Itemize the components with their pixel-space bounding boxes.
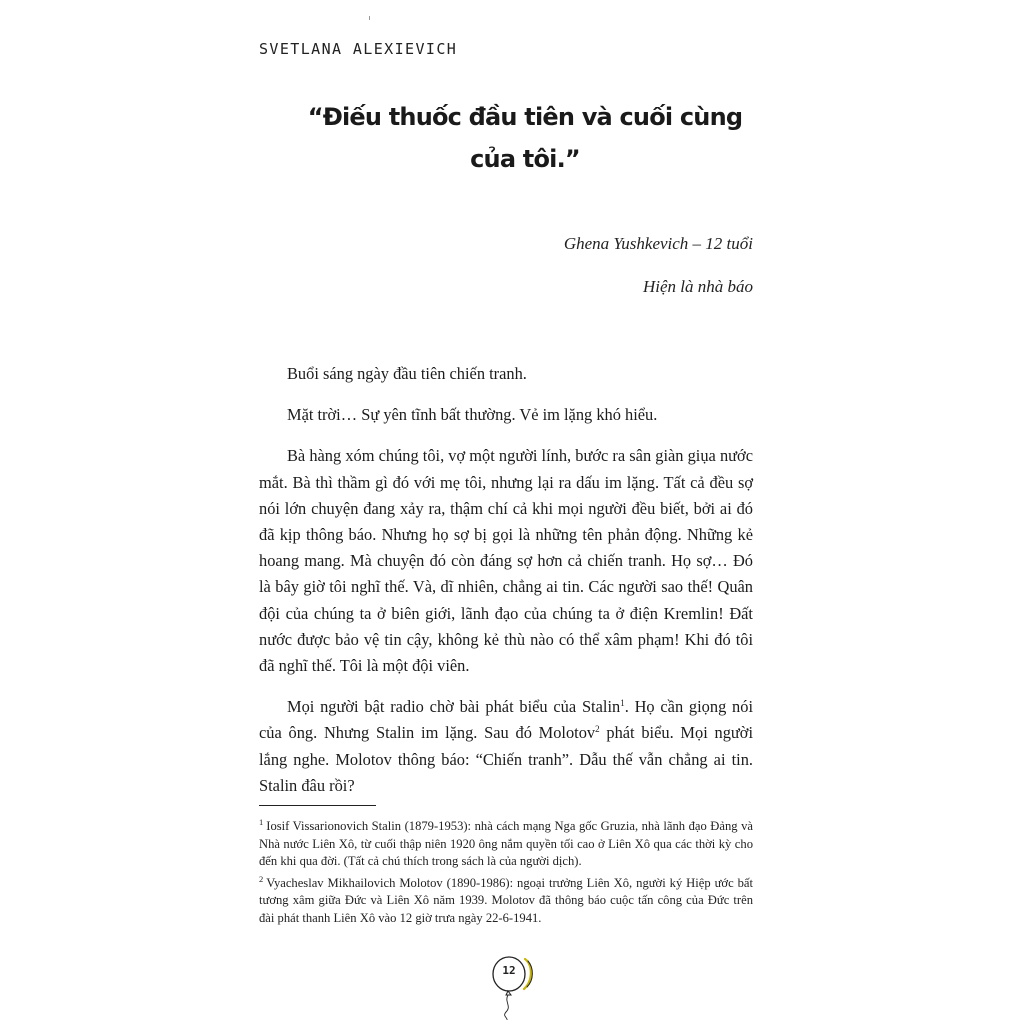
footnote-text: Iosif Vissarionovich Stalin (1879-1953): nhà cách mạng Nga gốc Gruzia, nhà lãnh đạo Đảng và Nhà nước Liên Xô, từ cuối thập niên 1920 ông nắm quyền tối cao ở Liên Xô qua các thời kỳ cho đến khi qua đời. (Tất cả chú thích trong sách là của người dịch). (259, 819, 753, 869)
chapter-title-line-2: của tôi.” (470, 145, 580, 173)
body-text (259, 361, 753, 799)
balloon-icon (484, 950, 550, 1020)
paragraph (259, 694, 753, 799)
footnote-ref-1[interactable]: 1 (620, 698, 625, 709)
scan-mark (369, 16, 370, 20)
footnote-2 (259, 875, 753, 928)
chapter-title-line-1: “Điếu thuốc đầu tiên và cuối cùng (307, 103, 743, 131)
paragraph: Mặt trời… Sự yên tĩnh bất thường. Vẻ im lặng khó hiểu. (287, 405, 658, 425)
footnotes (259, 818, 753, 932)
paragraph-text: . Họ cần giọng nói của ông. Nhưng Stalin im lặng. Sau đó Molotov (259, 697, 754, 743)
footnote-1 (259, 818, 753, 871)
narrator-name: Ghena Yushkevich – 12 tuổi (563, 234, 753, 253)
footnote-ref-2[interactable]: 2 (595, 724, 600, 735)
paragraph-text: phát biểu. Mọi người lắng nghe. Molotov thông báo: “Chiến tranh”. Dẫu thế vẫn chẳng ai tin. Stalin đâu rồi? (259, 723, 753, 795)
paragraph: Bà hàng xóm chúng tôi, vợ một người lính, bước ra sân giàn giụa nước mắt. Bà thì thầm gì đó với mẹ tôi, nhưng lại ra dấu im lặng. Tất cả đều sợ nói lớn chuyện đang xảy ra, thậm chí cả khi mọi người đều biết, bởi ai đó đã kịp thông báo. Nhưng họ sợ bị gọi là những tên phản động. Những kẻ hoang mang. Mà chuyện đó còn đáng sợ hơn cả chiến tranh. Họ sợ… Đó là bây giờ tôi nghĩ thế. Và, dĩ nhiên, chẳng ai tin. Các người sao thế! Quân đội của chúng ta ở biên giới, lãnh đạo của chúng ta ở điện Kremlin! Đất nước được bảo vệ tin cậy, không kẻ thù nào có thể xâm phạm! Khi đó tôi đã nghĩ thế. Tôi là một đội viên. (259, 446, 753, 676)
footnote-text: Vyacheslav Mikhailovich Molotov (1890-1986): ngoại trưởng Liên Xô, người ký Hiệp ước bất tương xâm giữa Đức và Liên Xô năm 1939. Molotov đã thông báo cuộc tấn công của Đức trên đài phát thanh Liên Xô vào 12 giờ trưa ngày 22-6-1941. (259, 875, 753, 925)
footnote-divider (259, 805, 376, 806)
chapter-title (300, 96, 750, 180)
paragraph-text: Mọi người bật radio chờ bài phát biểu của Stalin (287, 697, 621, 717)
running-header-author: SVETLANA ALEXIEVICH (259, 40, 458, 58)
footnote-mark: 2 (259, 873, 264, 884)
narrator-occupation: Hiện là nhà báo (642, 277, 753, 296)
footnote-mark: 1 (259, 817, 264, 827)
paragraph: Buổi sáng ngày đầu tiên chiến tranh. (287, 364, 527, 383)
page-number: 12 (502, 964, 516, 977)
